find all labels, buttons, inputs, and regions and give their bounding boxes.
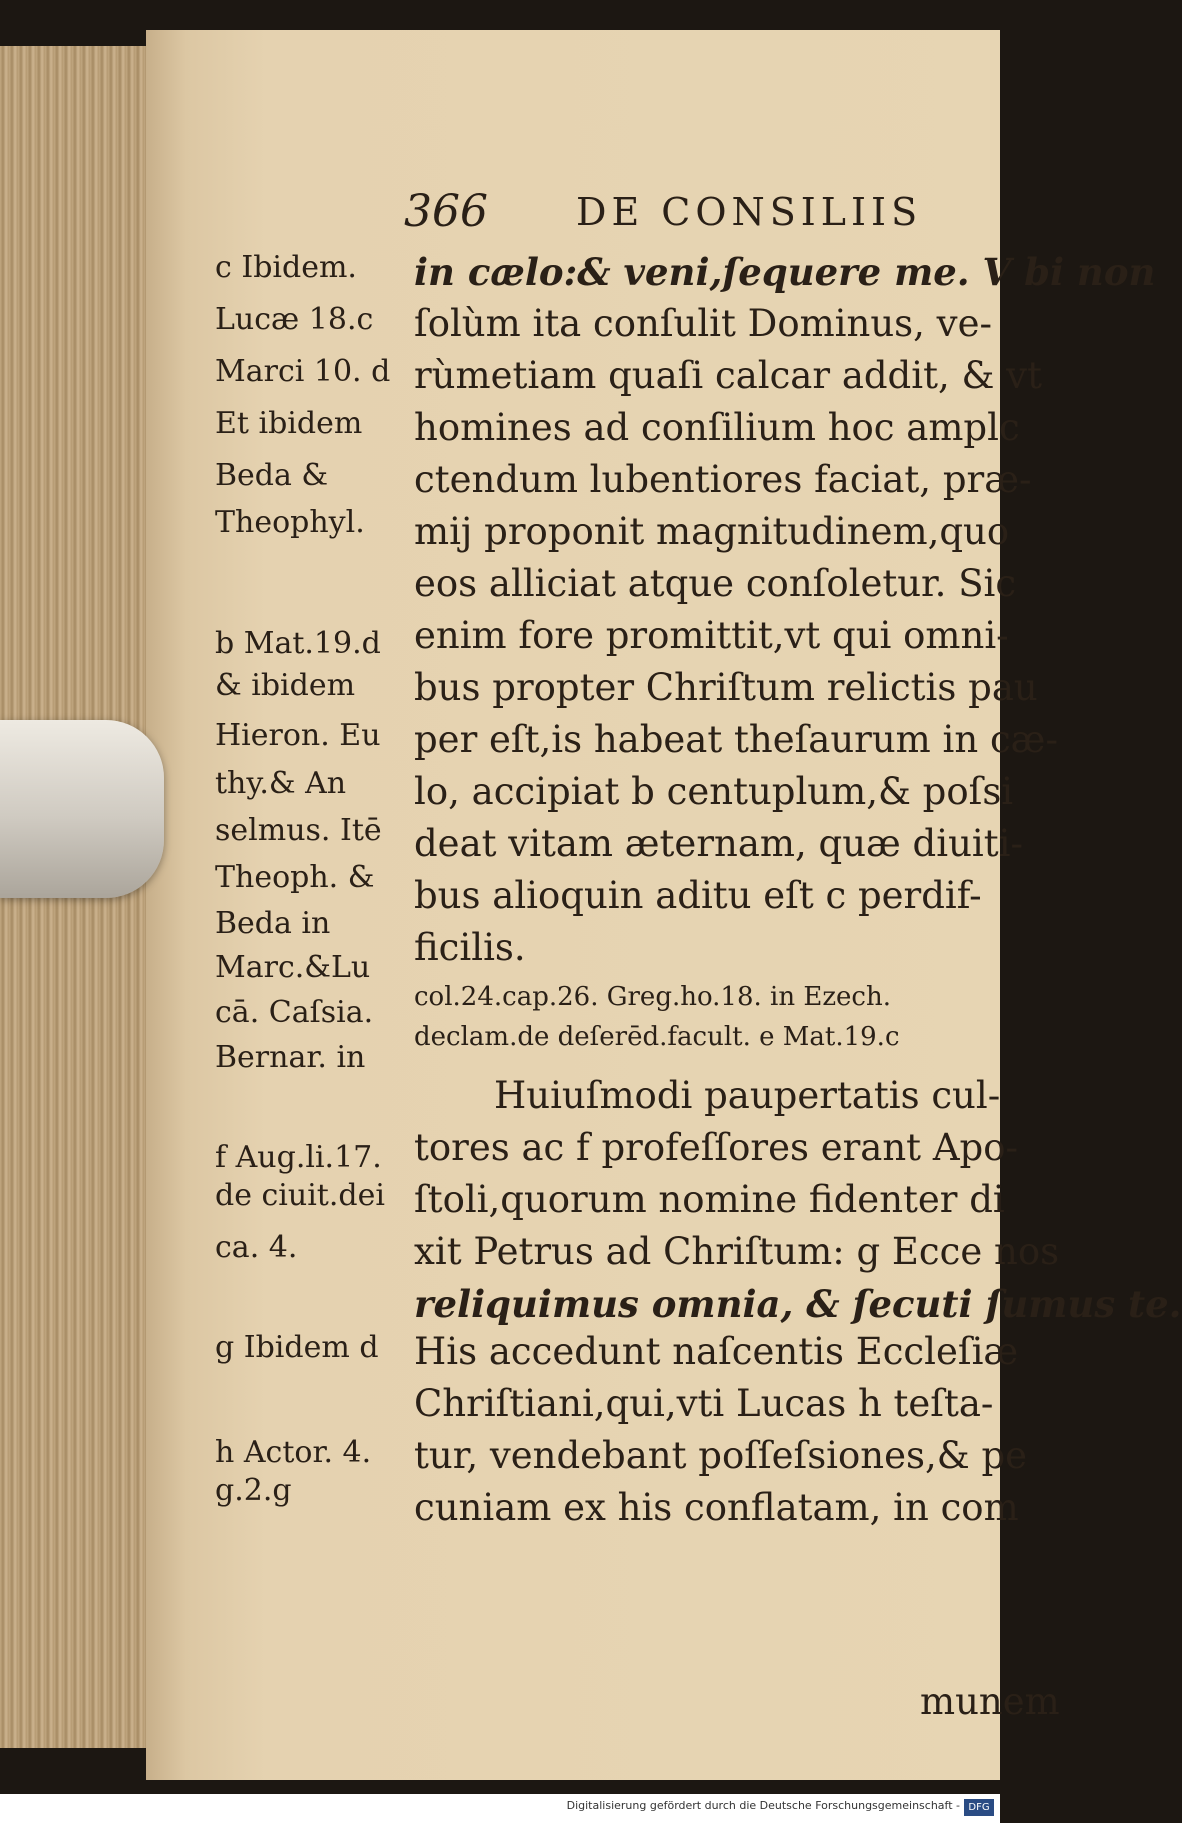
margin-note: b Mat.19.d [215,626,381,661]
margin-note: Lucæ 18.c [215,302,374,337]
margin-note: cā. Caſsia. [215,995,374,1030]
text-line: tur, vendebant poſſeſsiones,& pe [414,1434,1028,1477]
page-number: 366 [404,186,488,237]
text-line: in cælo:& veni,ſequere me. V bi non [414,250,1156,294]
margin-note: ca. 4. [215,1230,298,1265]
margin-note: Theoph. & [215,860,375,895]
text-line: bus propter Chriſtum relictis pau [414,666,1038,709]
margin-note: Beda in [215,906,331,941]
margin-note: g Ibidem d [215,1330,379,1365]
text-line: enim fore promittit,vt qui omni- [414,614,1009,657]
text-line: rùmetiam quaſi calcar addit, & vt [414,354,1042,397]
margin-note: c Ibidem. [215,250,357,285]
margin-note: Marci 10. d [215,354,391,389]
text-line: eos alliciat atque conſoletur. Sic [414,562,1017,605]
text-line: mij proponit magnitudinem,quo [414,510,1010,553]
margin-note: Theophyl. [215,505,365,540]
running-title: DE CONSILIIS [576,190,923,234]
text-line: ſtoli,quorum nomine fidenter di [414,1178,1005,1221]
page-clamp [0,720,164,898]
margin-note: g.2.g [215,1473,292,1508]
text-line: deat vitam æternam, quæ diuiti- [414,822,1023,865]
footer-credit: Digitalisierung gefördert durch die Deutsche Forschungsgemeinschaft - [566,1799,960,1812]
footnote-line: declam.de deſerēd.facult. e Mat.19.c [414,1022,900,1052]
dfg-logo: DFG [964,1799,994,1816]
text-line: His accedunt naſcentis Eccleſiæ [414,1330,1019,1373]
text-line: tores ac f profeſſores erant Apo- [414,1126,1018,1169]
text-line: lo, accipiat b centuplum,& poſsi [414,770,1014,813]
text-line: ſolùm ita conſulit Dominus, ve- [414,302,992,345]
margin-note: Bernar. in [215,1040,366,1075]
margin-note: de ciuit.dei [215,1178,385,1213]
margin-note: f Aug.li.17. [215,1140,382,1175]
margin-note: Marc.&Lu [215,950,371,985]
text-line: homines ad conſilium hoc amplc [414,406,1020,449]
text-line: per eſt,is habeat theſaurum in cæ- [414,718,1058,761]
catchword: munem [920,1680,1060,1723]
text-line: xit Petrus ad Chriſtum: g Ecce nos [414,1230,1060,1273]
margin-note: & ibidem [215,668,356,703]
text-line: bus alioquin aditu eſt c perdif- [414,874,982,917]
text-line: reliquimus omnia, & ſecuti ſumus te. [414,1282,1182,1326]
margin-note: h Actor. 4. [215,1435,372,1470]
margin-note: Et ibidem [215,406,363,441]
text-line: ficilis. [414,926,526,969]
footnote-line: col.24.cap.26. Greg.ho.18. in Ezech. [414,982,892,1012]
margin-note: selmus. Itē [215,813,382,848]
text-line: cuniam ex his conflatam, in com [414,1486,1019,1529]
margin-note: Beda & [215,458,329,493]
margin-note: thy.& An [215,766,347,801]
text-line: Huiuſmodi paupertatis cul- [494,1074,1001,1117]
text-line: Chriſtiani,qui,vti Lucas h teſta- [414,1382,994,1425]
text-line: ctendum lubentiores faciat, præ- [414,458,1032,501]
margin-note: Hieron. Eu [215,718,381,753]
digitization-footer [0,1794,1000,1823]
